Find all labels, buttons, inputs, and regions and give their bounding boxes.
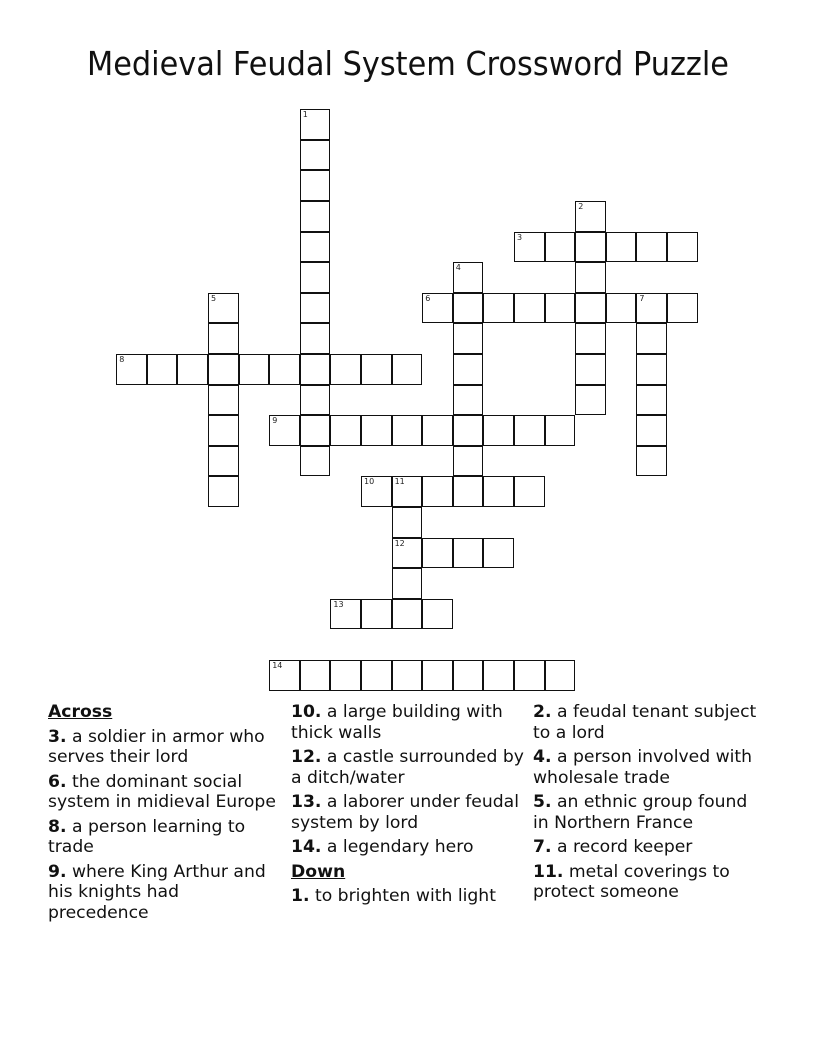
crossword-cell[interactable] — [575, 323, 606, 354]
crossword-cell[interactable] — [575, 262, 606, 293]
clue-across-6 — [48, 772, 283, 813]
crossword-cell[interactable] — [147, 354, 178, 385]
crossword-cell[interactable] — [116, 354, 147, 385]
clue-text: the dominant social system in midieval Europe — [48, 771, 276, 812]
crossword-cell[interactable] — [514, 293, 545, 324]
crossword-cell[interactable] — [177, 354, 208, 385]
clue-down-11 — [533, 862, 768, 903]
crossword-cell[interactable] — [330, 354, 361, 385]
crossword-cell[interactable] — [636, 385, 667, 416]
clue-number: 12. — [291, 747, 322, 767]
clue-text: metal coverings to protect someone — [533, 861, 730, 902]
crossword-cell[interactable] — [208, 415, 239, 446]
crossword-cell[interactable] — [514, 415, 545, 446]
crossword-cell[interactable] — [269, 415, 300, 446]
crossword-cell[interactable] — [392, 599, 423, 630]
clue-text: an ethnic group found in Northern France — [533, 792, 748, 833]
crossword-cell[interactable] — [361, 599, 392, 630]
clue-text: a record keeper — [556, 837, 693, 857]
clue-text: a legendary hero — [326, 837, 474, 857]
crossword-cell[interactable] — [453, 262, 484, 293]
down-heading: Down — [291, 861, 346, 882]
cell-number: 7 — [639, 293, 645, 303]
crossword-cell[interactable] — [636, 323, 667, 354]
clues-column-3 — [533, 702, 768, 907]
crossword-cell[interactable] — [392, 415, 423, 446]
crossword-cell[interactable] — [300, 109, 331, 140]
crossword-cell[interactable] — [483, 293, 514, 324]
clue-number: 13. — [291, 792, 322, 812]
crossword-cell[interactable] — [575, 232, 606, 263]
clue-text: a person involved with wholesale trade — [533, 747, 753, 788]
clue-text: a feudal tenant subject to a lord — [533, 702, 757, 743]
crossword-cell[interactable] — [422, 476, 453, 507]
crossword-cell[interactable] — [208, 293, 239, 324]
crossword-cell[interactable] — [422, 660, 453, 691]
crossword-cell[interactable] — [330, 415, 361, 446]
clue-text: to brighten with light — [314, 886, 496, 906]
clue-down-4 — [533, 747, 768, 788]
crossword-cell[interactable] — [269, 354, 300, 385]
crossword-cell[interactable] — [483, 476, 514, 507]
cell-number: 4 — [455, 263, 461, 273]
crossword-cell[interactable] — [392, 507, 423, 538]
crossword-cell[interactable] — [636, 446, 667, 477]
clue-across-14 — [291, 837, 526, 858]
cell-number: 10 — [364, 477, 375, 487]
crossword-cell[interactable] — [422, 415, 453, 446]
crossword-cell[interactable] — [392, 538, 423, 569]
crossword-cell[interactable] — [300, 354, 331, 385]
cell-number: 8 — [119, 355, 125, 364]
clue-number: 8. — [48, 816, 67, 837]
clues-column-1 — [48, 702, 283, 927]
cell-number: 14 — [272, 661, 283, 670]
clue-across-13 — [291, 792, 526, 833]
crossword-cell[interactable] — [422, 599, 453, 630]
crossword-cell[interactable] — [300, 446, 331, 477]
crossword-cell[interactable] — [636, 354, 667, 385]
crossword-cell[interactable] — [453, 293, 484, 324]
cell-number: 2 — [578, 202, 584, 211]
crossword-cell[interactable] — [392, 476, 423, 507]
crossword-cell[interactable] — [514, 232, 545, 263]
clue-number: 4. — [533, 747, 552, 767]
crossword-cell[interactable] — [422, 538, 453, 569]
clue-number: 6. — [48, 771, 67, 792]
clue-number: 7. — [533, 837, 552, 857]
crossword-cell[interactable] — [575, 354, 606, 385]
clue-across-3 — [48, 727, 283, 768]
cell-number: 3 — [517, 232, 523, 242]
crossword-cell[interactable] — [300, 262, 331, 293]
clue-text: a castle surrounded by a ditch/water — [291, 747, 524, 788]
crossword-cell[interactable] — [453, 354, 484, 385]
cell-number: 9 — [272, 416, 278, 426]
crossword-cell[interactable] — [330, 599, 361, 630]
crossword-cell[interactable] — [545, 660, 576, 691]
crossword-cell[interactable] — [300, 660, 331, 691]
crossword-cell[interactable] — [453, 415, 484, 446]
clue-across-12 — [291, 747, 526, 788]
crossword-cell[interactable] — [330, 660, 361, 691]
crossword-cell[interactable] — [636, 415, 667, 446]
clue-text: a person learning to trade — [48, 816, 246, 857]
crossword-cell[interactable] — [636, 293, 667, 324]
clue-number: 5. — [533, 792, 552, 812]
crossword-cell[interactable] — [453, 660, 484, 691]
clue-number: 3. — [48, 726, 67, 747]
clue-number: 10. — [291, 702, 322, 722]
clue-down-7 — [533, 837, 768, 858]
crossword-cell[interactable] — [300, 140, 331, 171]
cell-number: 11 — [394, 477, 405, 487]
crossword-cell[interactable] — [606, 293, 637, 324]
crossword-cell[interactable] — [453, 538, 484, 569]
crossword-cell[interactable] — [361, 476, 392, 507]
crossword-cell[interactable] — [606, 232, 637, 263]
crossword-cell[interactable] — [483, 660, 514, 691]
crossword-cell[interactable] — [300, 415, 331, 446]
clue-number: 2. — [533, 702, 552, 722]
clue-across-9 — [48, 862, 283, 924]
clue-number: 14. — [291, 837, 322, 857]
clue-down-5 — [533, 792, 768, 833]
clue-across-10 — [291, 702, 526, 743]
crossword-cell[interactable] — [453, 446, 484, 477]
crossword-cell[interactable] — [300, 232, 331, 263]
crossword-cell[interactable] — [453, 385, 484, 416]
crossword-cell[interactable] — [483, 538, 514, 569]
crossword-cell[interactable] — [361, 354, 392, 385]
crossword-cell[interactable] — [392, 354, 423, 385]
crossword-cell[interactable] — [392, 660, 423, 691]
clue-text: where King Arthur and his knights had precedence — [48, 861, 266, 923]
crossword-cell[interactable] — [483, 415, 514, 446]
crossword-cell[interactable] — [361, 415, 392, 446]
crossword-cell[interactable] — [208, 323, 239, 354]
crossword-cell[interactable] — [300, 293, 331, 324]
clue-text: a laborer under feudal system by lord — [291, 792, 519, 833]
crossword-cell[interactable] — [239, 354, 270, 385]
crossword-cell[interactable] — [208, 446, 239, 477]
crossword-cell[interactable] — [422, 293, 453, 324]
page-title: Medieval Feudal System Crossword Puzzle — [87, 44, 729, 83]
crossword-cell[interactable] — [453, 323, 484, 354]
crossword-cell[interactable] — [300, 323, 331, 354]
clue-text: a soldier in armor who serves their lord — [48, 726, 265, 767]
crossword-cell[interactable] — [545, 293, 576, 324]
clues-column-2 — [291, 702, 526, 911]
clue-number: 11. — [533, 861, 564, 882]
crossword-cell[interactable] — [208, 354, 239, 385]
clue-text: a large building with thick walls — [291, 702, 503, 743]
clue-across-8 — [48, 817, 283, 858]
crossword-cell[interactable] — [269, 660, 300, 691]
clue-down-2 — [533, 702, 768, 743]
cell-number: 12 — [394, 538, 405, 548]
crossword-cell[interactable] — [208, 476, 239, 507]
crossword-cell[interactable] — [545, 232, 576, 263]
cell-number: 6 — [425, 293, 431, 303]
crossword-cell[interactable] — [575, 201, 606, 232]
crossword-cell[interactable] — [514, 476, 545, 507]
crossword-cell[interactable] — [545, 415, 576, 446]
cell-number: 5 — [211, 293, 217, 303]
across-heading: Across — [48, 702, 113, 722]
crossword-cell[interactable] — [636, 232, 667, 263]
crossword-cell[interactable] — [300, 170, 331, 201]
crossword-cell[interactable] — [667, 232, 698, 263]
clue-number: 9. — [48, 861, 67, 882]
cell-number: 13 — [333, 599, 344, 609]
clue-down-1 — [291, 886, 526, 907]
crossword-cell[interactable] — [575, 293, 606, 324]
crossword-cell[interactable] — [208, 385, 239, 416]
crossword-cell[interactable] — [514, 660, 545, 691]
crossword-cell[interactable] — [361, 660, 392, 691]
crossword-cell[interactable] — [575, 385, 606, 416]
clue-number: 1. — [291, 886, 310, 906]
crossword-cell[interactable] — [300, 385, 331, 416]
crossword-cell[interactable] — [392, 568, 423, 599]
cell-number: 1 — [302, 110, 308, 120]
crossword-cell[interactable] — [667, 293, 698, 324]
crossword-cell[interactable] — [300, 201, 331, 232]
crossword-cell[interactable] — [453, 476, 484, 507]
